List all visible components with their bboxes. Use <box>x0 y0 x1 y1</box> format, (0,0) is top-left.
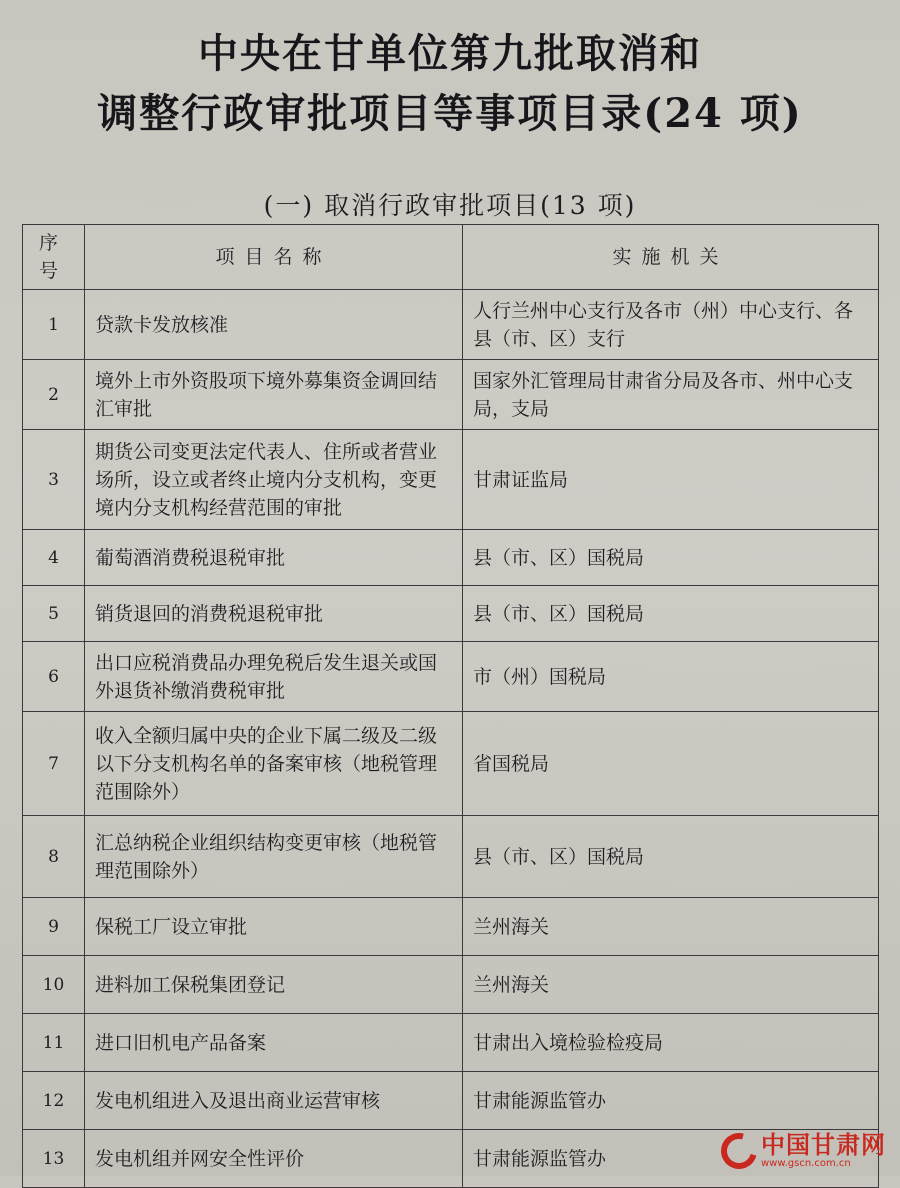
table-header-row <box>23 225 879 290</box>
table-row <box>23 1072 879 1130</box>
row-item-name: 保税工厂设立审批 <box>85 898 463 956</box>
row-no: 13 <box>23 1130 85 1188</box>
row-item-name: 进料加工保税集团登记 <box>85 956 463 1014</box>
row-item-name: 境外上市外资股项下境外募集资金调回结汇审批 <box>85 360 463 430</box>
row-item-name: 收入全额归属中央的企业下属二级及二级以下分支机构名单的备案审核（地税管理范围除外） <box>85 712 463 816</box>
table-row <box>23 530 879 586</box>
row-agency: 市（州）国税局 <box>463 642 879 712</box>
row-no: 7 <box>23 712 85 816</box>
header-name: 项目名称 <box>85 225 463 290</box>
row-item-name: 发电机组并网安全性评价 <box>85 1130 463 1188</box>
row-agency: 甘肃能源监管办 <box>463 1130 879 1188</box>
row-no: 4 <box>23 530 85 586</box>
watermark-text <box>761 1132 886 1170</box>
row-no: 1 <box>23 290 85 360</box>
table-row <box>23 586 879 642</box>
watermark-site-name: 中国甘肃网 <box>761 1131 886 1159</box>
row-agency: 县（市、区）国税局 <box>463 816 879 898</box>
row-agency: 甘肃出入境检验检疫局 <box>463 1014 879 1072</box>
row-agency: 县（市、区）国税局 <box>463 530 879 586</box>
header-no: 序号 <box>23 225 85 290</box>
row-agency: 甘肃证监局 <box>463 430 879 530</box>
header-agency: 实施机关 <box>463 225 879 290</box>
row-no: 11 <box>23 1014 85 1072</box>
table-row <box>23 1014 879 1072</box>
row-item-name: 进口旧机电产品备案 <box>85 1014 463 1072</box>
document-title-line-1: 中央在甘单位第九批取消和 <box>198 30 702 77</box>
site-watermark <box>721 1132 886 1170</box>
row-agency: 国家外汇管理局甘肃省分局及各市、州中心支局，支局 <box>463 360 879 430</box>
row-no: 10 <box>23 956 85 1014</box>
row-item-name: 出口应税消费品办理免税后发生退关或国外退货补缴消费税审批 <box>85 642 463 712</box>
row-agency: 省国税局 <box>463 712 879 816</box>
table-row <box>23 290 879 360</box>
table-row <box>23 898 879 956</box>
site-logo-icon <box>714 1126 763 1175</box>
row-no: 2 <box>23 360 85 430</box>
approval-items-table <box>22 224 879 1188</box>
table-row <box>23 712 879 816</box>
row-no: 5 <box>23 586 85 642</box>
row-no: 8 <box>23 816 85 898</box>
watermark-url: www.gscn.com.cn <box>761 1158 851 1169</box>
row-no: 6 <box>23 642 85 712</box>
document-title-line-2: 调整行政审批项目等事项目录(24 项) <box>97 90 803 137</box>
row-item-name: 贷款卡发放核准 <box>85 290 463 360</box>
row-agency: 甘肃能源监管办 <box>463 1072 879 1130</box>
row-item-name: 葡萄酒消费税退税审批 <box>85 530 463 586</box>
table-row <box>23 816 879 898</box>
row-item-name: 汇总纳税企业组织结构变更审核（地税管理范围除外） <box>85 816 463 898</box>
table-row <box>23 956 879 1014</box>
row-no: 12 <box>23 1072 85 1130</box>
section-title: (一) 取消行政审批项目(13 项) <box>263 191 637 220</box>
row-no: 9 <box>23 898 85 956</box>
row-item-name: 发电机组进入及退出商业运营审核 <box>85 1072 463 1130</box>
row-agency: 兰州海关 <box>463 898 879 956</box>
table-row <box>23 642 879 712</box>
row-item-name: 销货退回的消费税退税审批 <box>85 586 463 642</box>
row-agency: 县（市、区）国税局 <box>463 586 879 642</box>
row-no: 3 <box>23 430 85 530</box>
row-agency: 人行兰州中心支行及各市（州）中心支行、各县（市、区）支行 <box>463 290 879 360</box>
row-agency: 兰州海关 <box>463 956 879 1014</box>
table-row <box>23 430 879 530</box>
table-row <box>23 360 879 430</box>
row-item-name: 期货公司变更法定代表人、住所或者营业场所，设立或者终止境内分支机构，变更境内分支机构经营范围的审批 <box>85 430 463 530</box>
